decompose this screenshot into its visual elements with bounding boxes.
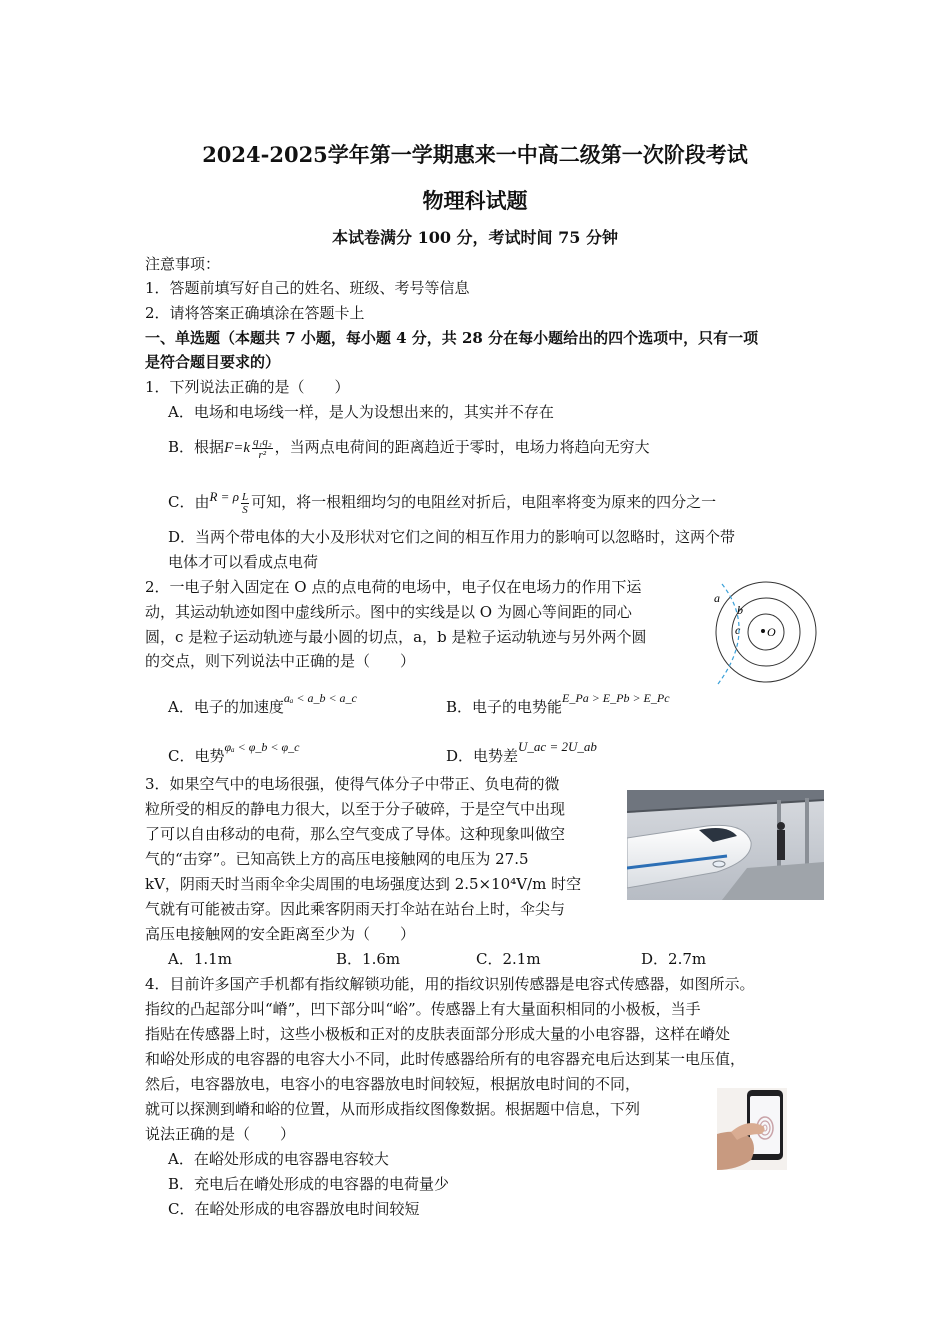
q1-c-numerator: L [241,490,249,503]
q4-stem-line-4: 和峪处形成的电容器的电容大小不同，此时传感器给所有的电容器充电后达到某一电压值， [145,1050,746,1068]
label-a: a [714,591,720,605]
q3-option-a: A．1.1m [168,950,232,968]
q1-option-b [168,432,650,463]
q1-c-denominator: S [242,503,248,516]
q4-stem-line-3: 指贴在传感器上时，这些小极板和正对的皮肤表面部分形成大量的小电容器，这样在嵴处 [145,1025,731,1043]
q2-option-b [446,688,670,717]
q4-option-c: C．在峪处形成的电容器放电时间较短 [168,1200,420,1218]
q4-stem-line-7: 说法正确的是（ ） [145,1125,296,1143]
q2-stem-line-2: 动，其运动轨迹如图中虚线所示。图中的实线是以 O 为圆心等间距的同心 [145,603,632,621]
q4-stem-line-6: 就可以探测到嵴和峪的位置，从而形成指纹图像数据。根据题中信息，下列 [145,1100,641,1118]
q3-stem-line-2: 粒所受的相反的静电力很大，以至于分子破碎，于是空气中出现 [145,800,566,818]
label-c: c [735,623,741,637]
q3-stem-line-6: 气就有可能被击穿。因此乘客阴雨天打伞站在站台上时，伞尖与 [145,900,566,918]
concentric-circles-figure [700,572,820,687]
q1-c-fraction [241,491,249,516]
inner-circle [748,614,784,650]
q2-b-formula: E_Pa > E_Pb > E_Pc [562,691,670,705]
q1-option-d-line-1: D．当两个带电体的大小及形状对它们之间的相互作用力的影响可以忽略时，这两个带 [168,528,736,546]
q4-option-a: A．在峪处形成的电容器电容较大 [168,1150,389,1168]
q1-b-fraction [252,436,273,461]
q4-stem-line-1: 4．目前许多国产手机都有指纹解锁功能，用的指纹识别传感器是电容式传感器，如图所示。 [145,975,755,993]
notice-heading: 注意事项： [145,255,221,273]
q2-a-text: A．电子的加速度 [168,698,284,716]
q1-b-suffix: ，当两点电荷间的距离趋近于零时，电场力将趋向无穷大 [274,438,650,456]
q2-c-text: C．电势 [168,747,225,765]
q3-stem-line-1: 3．如果空气中的电场很强，使得气体分子中带正、负电荷的微 [145,775,560,793]
q1-c-suffix: 可知，将一根粗细均匀的电阻丝对折后，电阻率将变为原来的四分之一 [251,493,717,511]
label-b: b [737,603,743,617]
high-speed-train-photo [627,790,824,900]
label-o: O [767,625,776,639]
exam-title: 2024-2025学年第一学期惠来一中高二级第一次阶段考试 [202,142,748,167]
exam-info: 本试卷满分 100 分，考试时间 75 分钟 [332,228,618,247]
q1-b-numerator: q₁q₂ [252,435,272,448]
q2-option-c [168,737,299,766]
q4-stem-line-5: 然后，电容器放电，电容小的电容器放电时间较短，根据放电时间的不同， [145,1075,641,1093]
q1-b-denominator: r² [258,448,267,461]
q1-b-formula-lhs: F [224,440,234,456]
q2-stem-line-4: 的交点，则下列说法中正确的是（ ） [145,652,416,670]
q2-c-formula: φₐ < φ_b < φ_c [224,740,300,754]
q1-b-prefix: B．根据 [168,438,225,456]
q3-stem-line-3: 了可以自由移动的电荷，那么空气变成了导体。这种现象叫做空 [145,825,566,843]
q3-option-d: D．2.7m [641,950,707,968]
q1-b-formula-eq: =k [233,440,250,456]
q1-option-d-line-2: 电体才可以看成点电荷 [168,553,319,571]
q3-option-b: B．1.6m [336,950,401,968]
q3-stem-line-5: kV，阴雨天时当雨伞伞尖周围的电场强度达到 2.5×10⁴V/m 时空 [145,875,582,893]
point-o-dot [761,629,765,633]
q2-a-formula: aₐ < a_b < a_c [283,691,357,705]
q2-stem-line-3: 圆，c 是粒子运动轨迹与最小圆的切点，a，b 是粒子运动轨迹与另外两个圆 [145,628,647,646]
q1-stem: 1．下列说法正确的是（ ） [145,378,350,396]
q3-option-c: C．2.1m [476,950,541,968]
section-heading-line-2: 是符合题目要求的） [145,353,281,371]
subject-title: 物理科试题 [422,188,528,213]
q2-d-formula: U_ac = 2U_ab [518,739,597,754]
q1-option-c [168,482,716,517]
fingerprint-phone-photo [717,1088,787,1170]
q4-stem-line-2: 指纹的凸起部分叫“嵴”，凹下部分叫“峪”。传感器上有大量面积相同的小极板，当手 [145,1000,701,1018]
q3-stem-line-7: 高压电接触网的安全距离至少为（ ） [145,925,416,943]
q1-option-a: A．电场和电场线一样，是人为设想出来的，其实并不存在 [168,403,554,421]
q4-option-b: B．充电后在嵴处形成的电容器的电荷量少 [168,1175,450,1193]
notice-item-2: 2．请将答案正确填涂在答题卡上 [145,304,365,322]
section-heading-line-1: 一、单选题（本题共 7 小题，每小题 4 分，共 28 分在每小题给出的四个选项中，只有一项 [145,329,759,347]
q1-c-formula: R = ρ [209,489,239,504]
q2-d-text: D．电势差 [446,747,519,765]
q2-stem-line-1: 2．一电子射入固定在 O 点的点电荷的电场中，电子仅在电场力的作用下运 [145,578,642,596]
q2-option-d [446,737,597,766]
q2-b-text: B．电子的电势能 [446,698,563,716]
notice-item-1: 1．答题前填写好自己的姓名、班级、考号等信息 [145,279,470,297]
q2-option-a [168,688,357,717]
q3-stem-line-4: 气的“击穿”。已知高铁上方的高压电接触网的电压为 27.5 [145,850,529,868]
q1-c-prefix: C．由 [168,493,210,511]
